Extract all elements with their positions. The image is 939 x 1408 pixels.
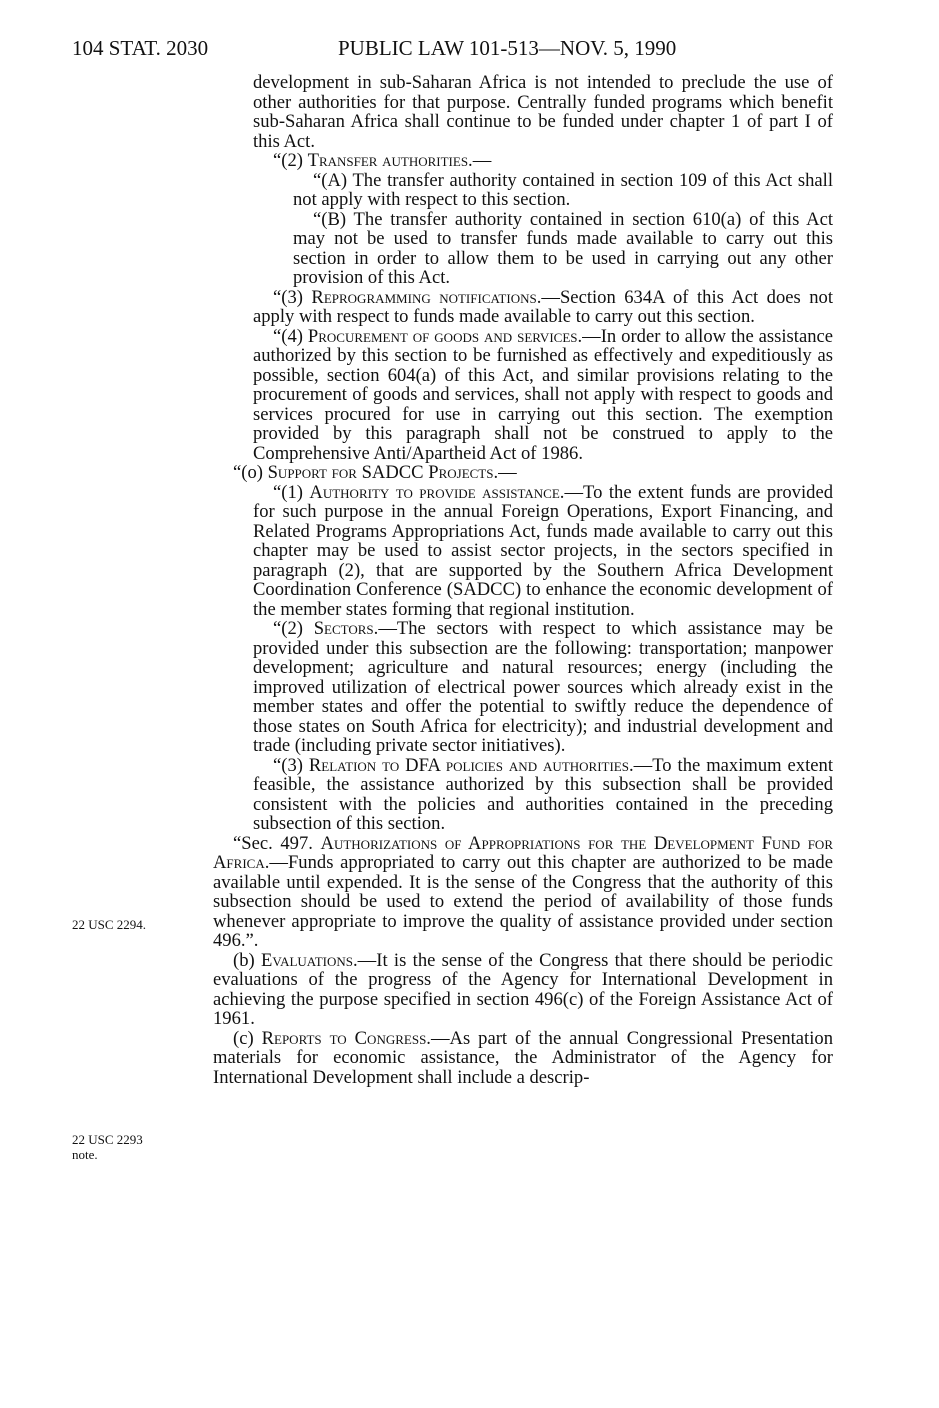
paragraph-text: —To the extent funds are provided for such purpose in the annual Foreign Operations, Export Financing, and Related Programs Appropriations Act, funds made available to carry out this chapter may be used to assist sector projects, in the sectors specified in paragraph (2), that are supported by the Southern Africa Development Coordination Conference (SADCC) to enhance the economic development of the member states forming that regional institution. [253,481,833,620]
paragraph-number: “(1) [273,481,310,503]
subsection-o-sadcc [213,463,833,483]
section-number: “Sec. 497. [233,832,321,854]
paragraph-continued: development in sub-Saharan Africa is not intended to preclude the use of other authorities for that purpose. Centrally funded programs which benefit sub-Saharan Africa shall continue to be funded under chapter 1 of part I of this Act. [253,72,833,152]
subparagraph-a: “(A) The transfer authority contained in section 109 of this Act shall not apply with respect to this section. [293,169,833,210]
paragraph-3-reprogramming [253,288,833,327]
subsection-heading: Reports to Congress. [261,1027,431,1049]
margin-note-line: note. [72,1147,98,1162]
subsection-number: (b) [233,949,261,971]
margin-note-usc-2294: 22 USC 2294. [72,917,147,932]
page-reference: 104 STAT. 2030 [72,36,209,60]
paragraph-heading-dash: — [472,150,492,171]
page-header [72,36,832,64]
subparagraph-b: “(B) The transfer authority contained in section 610(a) of this Act may not be used to transfer funds made available to carry out this section in order to allow them to be used in carrying out any other provision of this Act. [293,208,833,288]
margin-note-usc-2293 [72,1132,143,1162]
paragraph-number: “(2) [273,150,308,171]
paragraph-number: “(2) [273,618,314,639]
paragraphs-3-4-block [213,288,833,464]
paragraph-2-transfer-authorities [253,151,833,171]
paragraph-o-3-relation [253,756,833,834]
subsection-number: “(o) [233,462,268,483]
paragraph-number: “(3) [273,286,312,308]
paragraph-heading: Authority to provide assistance. [309,481,565,503]
paragraph-o-2-sectors [253,619,833,756]
subsection-b-evaluations [213,951,833,1029]
section-text: —Funds appropriated to carry out this chapter are authorized to be made available until expended. It is the sense of the Congress that the authority of this subsection should be used to extend the period of availability of those funds whenever appropriate to improve the quality of assistance provided under section 496.”. [213,852,833,951]
subsection-heading: Evaluations. [261,949,358,971]
margin-note-line: 22 USC 2293 [72,1132,143,1147]
paragraph-number: “(3) [273,754,309,776]
subsection-text: —As part of the annual Congressional Presentation materials for economic assistance, the Administrator of the Agency for International Development shall include a descrip- [213,1027,833,1088]
paragraph-heading: Procurement of goods and services. [307,325,583,347]
subsection-heading-dash: — [498,462,517,483]
paragraph-o-1-authority [253,483,833,620]
subsection-heading: Support for SADCC Projects. [267,462,499,483]
subparagraph-block [213,171,833,288]
law-reference: PUBLIC LAW 101-513—NOV. 5, 1990 [338,36,677,60]
subsection-o-paragraphs [213,483,833,834]
subsection-number: (c) [233,1027,262,1049]
paragraph-number: “(4) [273,325,308,347]
section-heading: Authorizations of Appropriations for the Development Fund for Africa. [213,832,833,873]
paragraph-text: —In order to allow the assistance authorized by this section to be furnished as effectively and expeditiously as possible, section 604(a) of this Act, and similar provisions relating to the procurement of goods and services, shall not apply with respect to goods and services procured for use in carrying out this section. The exemption provided by this paragraph shall not be construed to apply to the Comprehensive Anti/Apartheid Act of 1986. [253,325,833,464]
paragraph-heading: Reprogramming notifications. [311,286,542,308]
subsection-text: —It is the sense of the Congress that there should be periodic evaluations of the progress of the Agency for International Development in achieving the purpose specified in section 496(c) of the Foreign Assistance Act of 1961. [213,949,833,1029]
paragraph-text: —To the maximum extent feasible, the assistance authorized by this subsection shall be provided consistent with the policies and authorities contained in the preceding subsection of this section. [253,754,833,834]
paragraph-heading: Transfer authorities. [307,150,473,171]
paragraph-text: —The sectors with respect to which assistance may be provided under this subsection are the following: transportation; manpower development; agriculture and natural resources; energy (including the improved utilization of electrical power sources which already exist in the member states and offer the potential to swiftly reduce the dependence of those states on South Africa for electricity); and industrial development and trade (including private sector initiatives). [253,618,833,756]
paragraph-heading: Relation to DFA policies and authorities. [308,754,634,776]
document-body [213,73,833,1087]
subsection-c-reports [213,1029,833,1088]
paragraph-text: —Section 634A of this Act does not apply with respect to funds made available to carry out this section. [253,286,833,327]
section-497 [213,834,833,951]
paragraph-4-procurement [253,327,833,464]
continued-section-block [213,73,833,171]
paragraph-heading: Sectors. [313,618,379,639]
